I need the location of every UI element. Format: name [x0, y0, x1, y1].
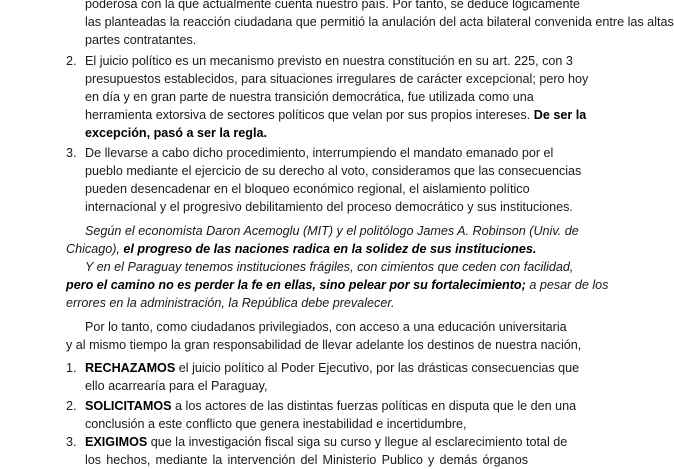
- item1-line1: poderosa con la que actualmente cuenta nuestro país. Por tanto, se deduce lógicamente: [85, 0, 580, 11]
- item2-line4-bold: De ser la: [533, 108, 587, 122]
- resolution3-line2: los hechos, mediante la intervención del Ministerio Publico y demás órganos: [85, 453, 528, 467]
- quote2-line2-bold-italic: pero el camino no es perder la fe en ellas, sino pelear por su fortalecimiento;: [66, 278, 526, 292]
- item3-line2: pueblo mediante el ejercicio de su derecho al voto, consideramos que las consecuencias: [85, 164, 582, 178]
- quote1-line1: [85, 222, 579, 240]
- resolution2-text: a los actores de las distintas fuerzas políticas en disputa que le den una: [175, 399, 577, 413]
- quote2-line3: [66, 294, 395, 312]
- item3-line3: pueden desencadenar en el bloqueo económico regional, el aislamiento político: [85, 182, 530, 196]
- resolution1-verb: RECHAZAMOS: [85, 361, 176, 375]
- item1-line2: las planteadas la reacción ciudadana que permitió la anulación del acta bilateral convenida entre las altas: [85, 15, 674, 29]
- resolution3-text: que la investigación fiscal siga su curso y llegue al esclarecimiento total de: [150, 435, 568, 449]
- resolution1-text: el juicio político al Poder Ejecutivo, por las drásticas consecuencias que: [178, 361, 580, 375]
- quote2-line2-italic: a pesar de los: [529, 278, 609, 292]
- resolution3-verb: EXIGIMOS: [85, 435, 148, 449]
- quote2-line1: [85, 258, 574, 276]
- quote2-line2: [66, 276, 609, 294]
- quote1-line2-bold-italic: el progreso de las naciones radica en la solidez de sus instituciones.: [123, 242, 537, 256]
- quote1-line1-italic: Según el economista Daron Acemoglu (MIT) y el politólogo James A. Robinson (Univ. de: [85, 224, 579, 238]
- quote2-line1-italic: Y en el Paraguay tenemos instituciones frágiles, con cimientos que ceden con facilidad,: [85, 260, 574, 274]
- item2-line2: presupuestos establecidos, para situaciones irregulares de carácter excepcional; pero hoy: [85, 72, 589, 86]
- resolution1-line2: ello acarrearía para el Paraguay,: [85, 379, 268, 393]
- quote1-line2: [66, 240, 536, 258]
- item2-line3: en día y en gran parte de nuestra transición democrática, fue utilizada como una: [85, 90, 534, 104]
- resolution1-number: 1.: [66, 361, 77, 375]
- resolution2-line1: [85, 397, 577, 415]
- resolution2-number: 2.: [66, 399, 77, 413]
- item3-line4: internacional y el progresivo debilitamiento del proceso democrático y sus instituciones.: [85, 200, 573, 214]
- item3-line1: De llevarse a cabo dicho procedimiento, interrumpiendo el mandato emanado por el: [85, 146, 554, 160]
- item3-number: 3.: [66, 146, 77, 160]
- resolution3-number: 3.: [66, 435, 77, 449]
- item2-line5-bold: excepción, pasó a ser la regla.: [85, 126, 268, 140]
- resolution2-verb: SOLICITAMOS: [85, 399, 172, 413]
- resolution2-line2: conclusión a este conflicto que genera inestabilidad e incertidumbre,: [85, 417, 467, 431]
- item2-line5: [85, 124, 267, 142]
- resolution3-line1: [85, 433, 568, 451]
- conclusion-line1: Por lo tanto, como ciudadanos privilegiados, con acceso a una educación universitaria: [85, 320, 567, 334]
- conclusion-line2: y al mismo tiempo la gran responsabilidad de llevar adelante los destinos de nuestra nación,: [66, 338, 582, 352]
- item2-line1: El juicio político es un mecanismo previsto en nuestra constitución en su art. 225, con 3: [85, 54, 573, 68]
- item2-line4: [85, 106, 586, 124]
- item1-line3: partes contratantes.: [85, 33, 197, 47]
- item2-number: 2.: [66, 54, 77, 68]
- item2-line4-text: herramienta extorsiva de sectores políticos que velan por sus propios intereses.: [85, 108, 531, 122]
- quote2-line3-italic: errores en la administración, la República debe prevalecer.: [66, 296, 395, 310]
- quote1-line2-italic: Chicago),: [66, 242, 120, 256]
- resolution1-line1: [85, 359, 580, 377]
